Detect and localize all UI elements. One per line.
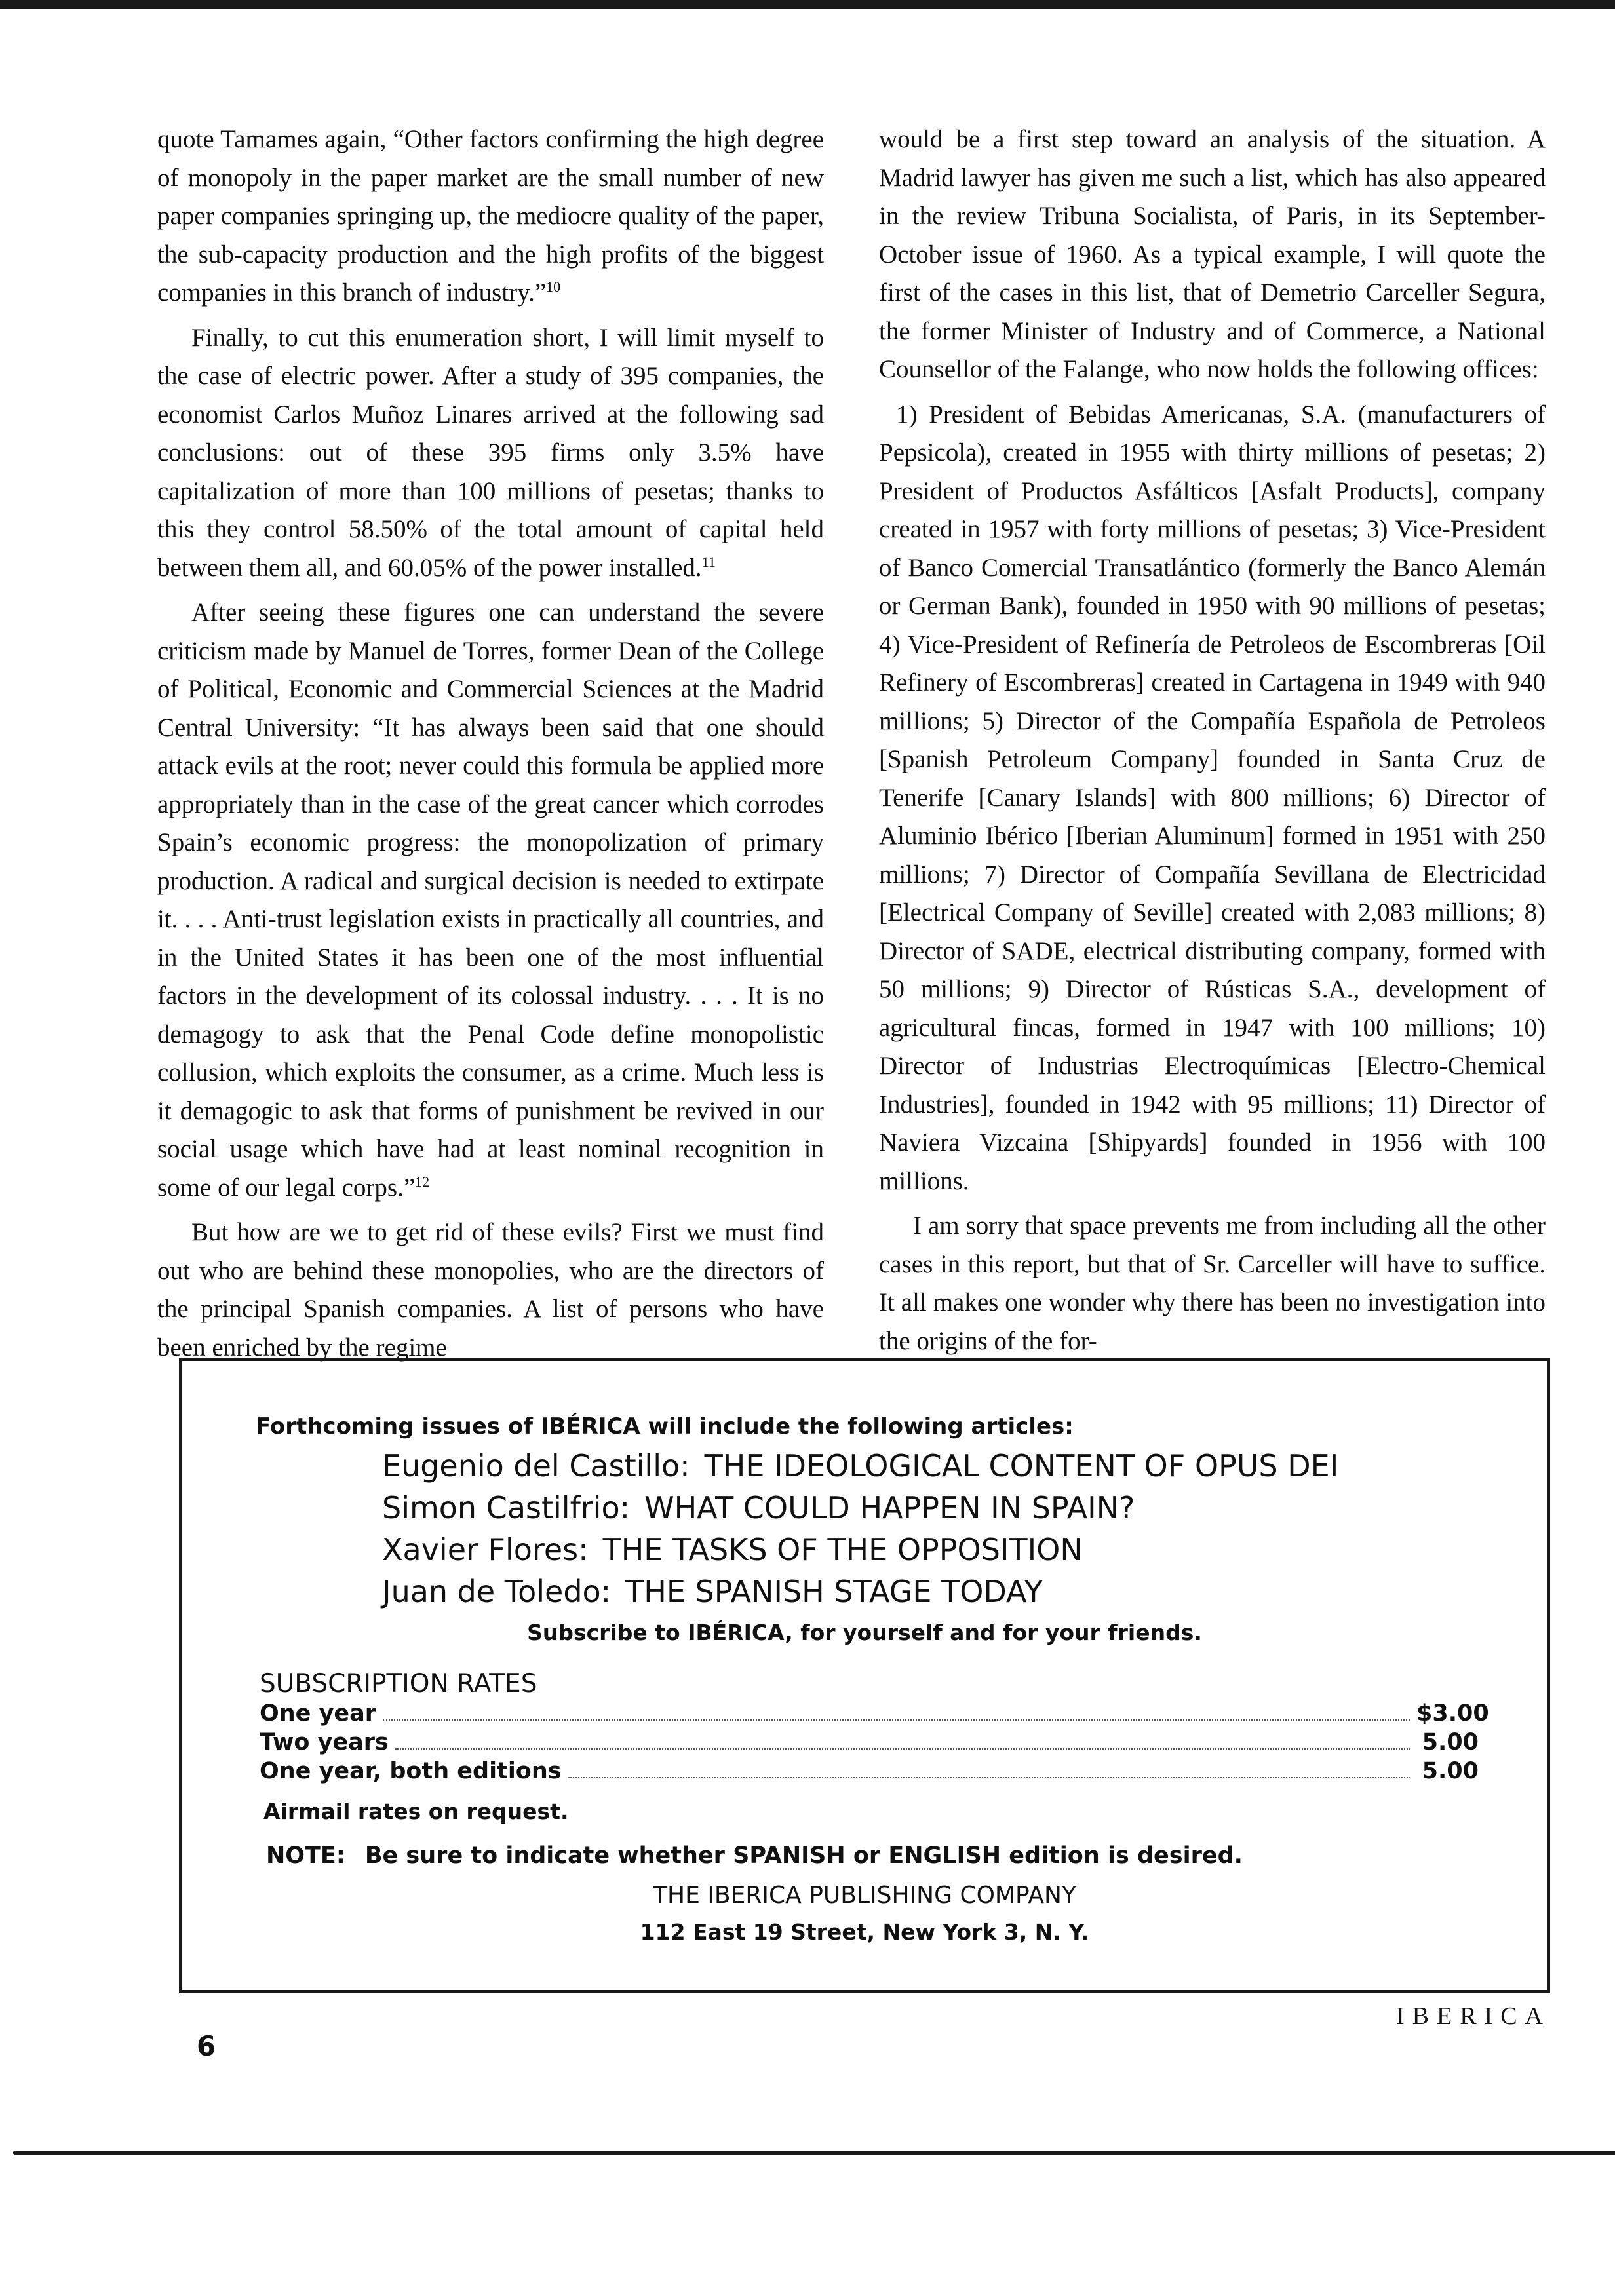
note-text: Be sure to indicate whether SPANISH or ENGLISH edition is desired. (364, 1843, 1243, 1869)
left-column (157, 121, 824, 1373)
paragraph-offices-list: 1) President of Bebidas Americanas, S.A. (manufacturers of Pepsicola), created in 1955 with thirty millions of pesetas; 2) President of Productos Asfálticos [Asfalt Products], company created in 1957 with forty millions of pesetas; 3) Vice-President of Banco Comercial Transatlántico (formerly the Banco Alemán or German Bank), founded in 1950 with 90 millions of pesetas; 4) Vice-President of Refinería de Petroleos de Escombreras [Oil Refinery of Escombreras] created in Cartagena in 1949 with 940 millions; 5) Director of the Compañía Española de Petroleos [Spanish Petroleum Company] founded in Santa Cruz de Tenerife [Canary Islands] with 800 millions; 6) Director of Aluminio Ibérico [Iberian Aluminum] formed in 1951 with 250 millions; 7) Director of Compañía Sevillana de Electricidad [Electrical Company of Seville] created with 2,083 millions; 8) Director of SADE, electrical distributing company, formed with 50 millions; 9) Director of Rústicas S.A., development of agricultural fincas, formed in 1947 with 100 millions; 10) Director of Industrias Electroquímicas [Electro-Chemical Industries], founded in 1942 with 95 millions; 11) Director of Naviera Vizcaina [Shipyards] founded in 1956 with 100 millions. (879, 400, 1546, 1195)
dot-leader (383, 1719, 1410, 1721)
paragraph: quote Tamames again, “Other factors confirming the high degree of monopoly in the paper market are the small number of new paper companies springing up, the mediocre quality of the paper, the sub-capacity production and the high profits of the biggest companies in this branch of industry.”$^{10}$ (157, 125, 824, 307)
subscription-advert (179, 1358, 1550, 1993)
paragraph: After seeing these figures one can understand the severe criticism made by Manuel de Torres, former Dean of the College of Political, Economic and Commercial Sciences at the Madrid Central University: “It has always been said that one should attack evils at the root; never could this formula be applied more appropriately than in the case of the great cancer which corrodes Spain’s economic progress: the monopolization of primary production. A radical and surgical decision is needed to extirpate it. . . . Anti-trust legislation exists in practically all countries, and in the United States it has been one of the most influential factors in the development of its colossal industry. . . . It is no demagogy to ask that the Penal Code define monopolistic collusion, which exploits the consumer, as a crime. Much less is it demagogic to ask that forms of punishment be revived in our social usage which have had at least nominal recognition in some of our legal corps.”$^{12}$ (157, 598, 824, 1202)
publisher-address: 112 East 19 Street, New York 3, N. Y. (640, 1919, 1089, 1945)
footnote-ref: 11 (701, 553, 716, 570)
rate-price: $3.00 (1416, 1700, 1489, 1727)
note-label: NOTE: (266, 1843, 345, 1869)
footnote-ref: 12 (415, 1173, 430, 1190)
article-author: Juan de Toledo: (382, 1574, 612, 1609)
rate-price: 5.00 (1422, 1758, 1479, 1784)
dot-leader (395, 1748, 1410, 1750)
dot-leader (568, 1777, 1410, 1778)
page-number: 6 (197, 2030, 216, 2062)
paragraph: I am sorry that space prevents me from including all the other cases in this report, but that of Sr. Carceller will have to suffice. It all makes one wonder why there has been no investigation into the origins of the for- (879, 1212, 1546, 1355)
article-entry (382, 1445, 1338, 1487)
right-column (879, 121, 1546, 1367)
advert-intro: Forthcoming issues of IBÉRICA will include the following articles: (256, 1413, 1074, 1440)
running-head: IBERICA (1396, 2002, 1551, 2030)
rate-label: One year (260, 1700, 377, 1727)
article-author: Xavier Flores: (382, 1532, 589, 1567)
rate-row (260, 1729, 1479, 1758)
edition-note (266, 1843, 1243, 1869)
article-title: THE TASKS OF THE OPPOSITION (602, 1532, 1083, 1567)
scan-bottom-edge (13, 2151, 1615, 2155)
rate-label: Two years (260, 1729, 389, 1755)
publisher-name: THE IBERICA PUBLISHING COMPANY (653, 1882, 1076, 1909)
article-entry (382, 1529, 1338, 1571)
airmail-note: Airmail rates on request. (263, 1799, 569, 1824)
article-title: THE SPANISH STAGE TODAY (625, 1574, 1043, 1609)
rate-price: 5.00 (1422, 1729, 1479, 1755)
scan-top-edge (0, 0, 1615, 9)
rate-row (260, 1758, 1479, 1787)
article-entry (382, 1571, 1338, 1613)
rate-label: One year, both editions (260, 1758, 562, 1784)
footnote-ref: 10 (546, 278, 561, 295)
article-author: Simon Castilfrio: (382, 1490, 631, 1525)
article-author: Eugenio del Castillo: (382, 1448, 690, 1483)
paragraph: Finally, to cut this enumeration short, I will limit myself to the case of electric power. After a study of 395 companies, the economist Carlos Muñoz Linares arrived at the following sad conclusions: out of these 395 firms only 3.5% have capitalization of more than 100 millions of pesetas; thanks to this they control 58.50% of the total amount of capital held between them all, and 60.05% of the power installed.$^{11}$ (157, 323, 824, 582)
rates-heading: SUBSCRIPTION RATES (260, 1669, 537, 1698)
paragraph: would be a first step toward an analysis of the situation. A Madrid lawyer has given me such a list, which has also appeared in the review Tribuna Socialista, of Paris, in its September-October issue of 1960. As a typical example, I will quote the first of the cases in this list, that of Demetrio Carceller Segura, the former Minister of Industry and of Commerce, a National Counsellor of the Falange, who now holds the following offices: (879, 125, 1546, 383)
article-entry (382, 1487, 1338, 1529)
paragraph: But how are we to get rid of these evils? First we must find out who are behind these monopolies, who are the directors of the principal Spanish companies. A list of persons who have been enriched by the regime (157, 1218, 824, 1362)
forthcoming-articles (382, 1445, 1338, 1613)
rates-table (260, 1700, 1489, 1787)
article-title: WHAT COULD HAPPEN IN SPAIN? (644, 1490, 1135, 1525)
subscribe-line: Subscribe to IBÉRICA, for yourself and for your friends. (527, 1620, 1202, 1645)
rate-row (260, 1700, 1489, 1729)
article-title: THE IDEOLOGICAL CONTENT OF OPUS DEI (704, 1448, 1339, 1483)
